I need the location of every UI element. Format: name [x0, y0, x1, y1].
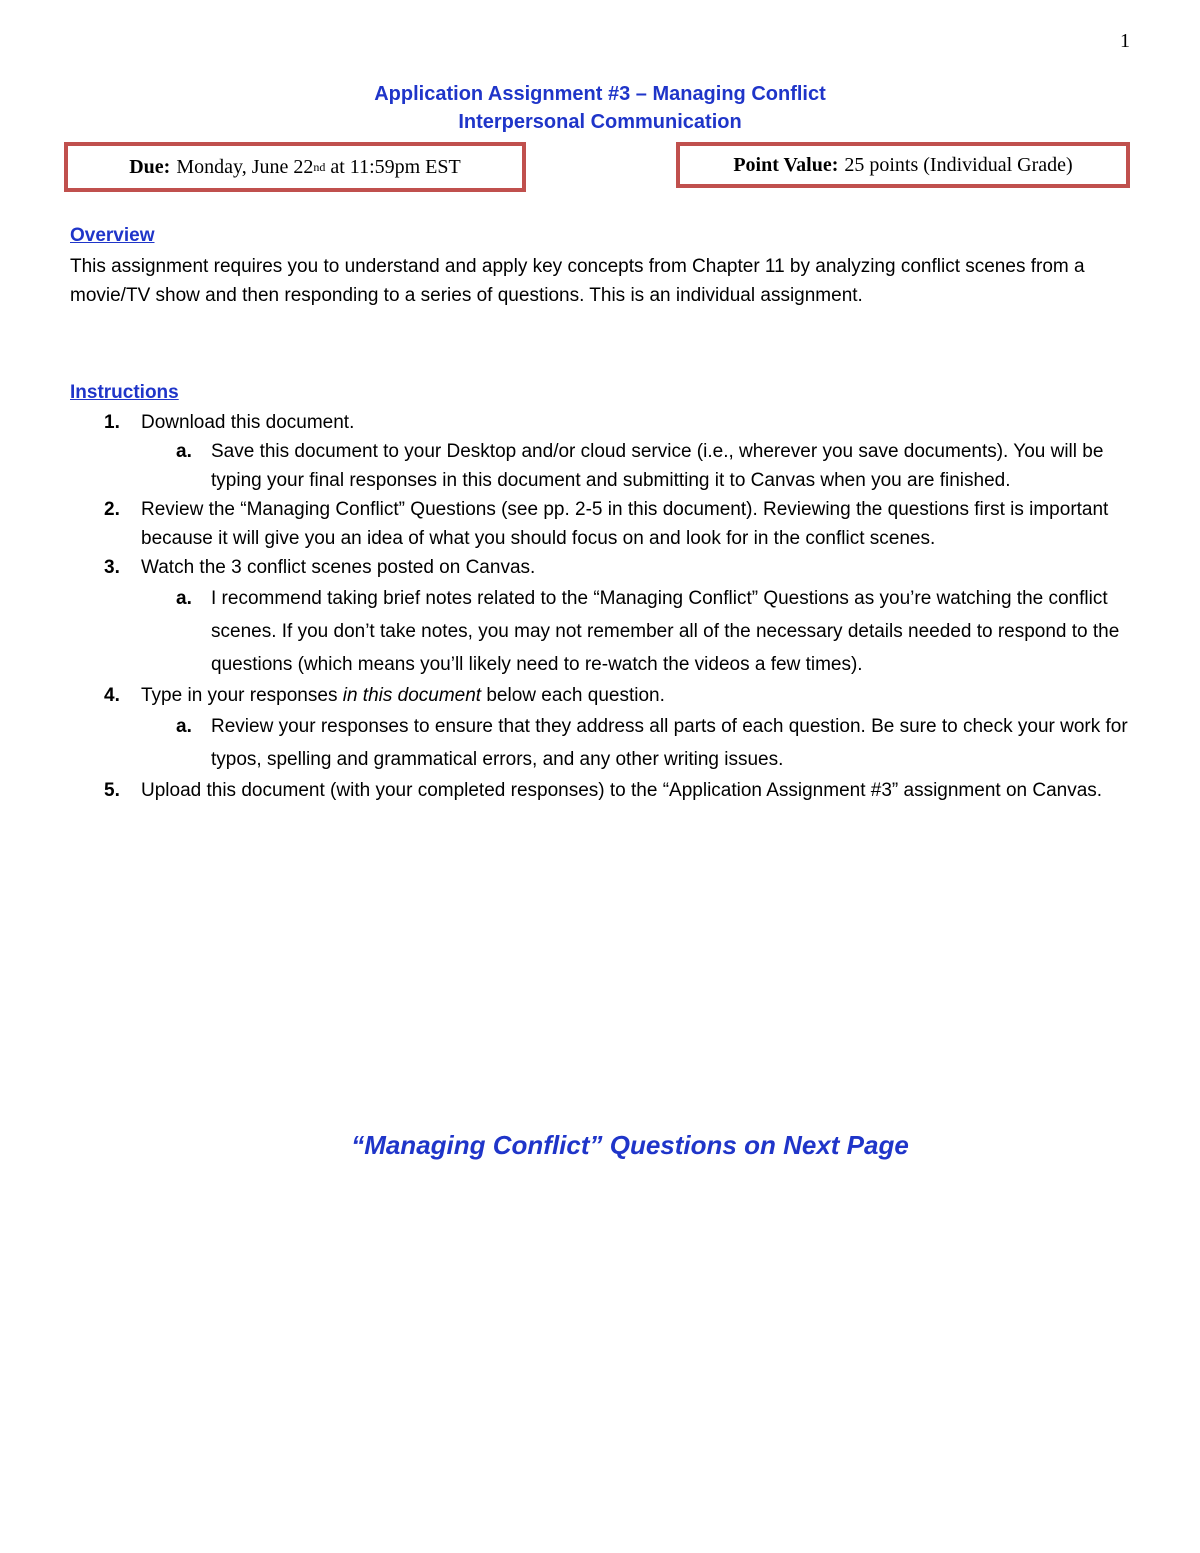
overview-body: This assignment requires you to understand and apply key concepts from Chapter 11 by analyzing conflict scenes from a movie/TV show and then responding to a series of questions. This is an individual assignment. [70, 256, 1085, 306]
sub-item [70, 710, 1140, 776]
sub-item-text: Save this document to your Desktop and/or cloud service (i.e., wherever you save documents). You will be typing your final responses in this document and submitting it to Canvas when you are finished. [211, 441, 1104, 491]
title-line-2: Interpersonal Communication [458, 111, 742, 133]
title-line-1: Application Assignment #3 – Managing Conflict [374, 83, 826, 105]
list-item [70, 408, 1140, 495]
list-item [70, 495, 1140, 553]
item-text [141, 681, 1140, 710]
item-number: 1. [104, 412, 120, 433]
sub-item-text: I recommend taking brief notes related to the “Managing Conflict” Questions as you’re watching the conflict scenes. If you don’t take notes, you may not remember all of the necessary details needed to respond to the questions (which means you’ll likely need to re-watch the videos a few times). [211, 588, 1120, 675]
item-number: 5. [104, 780, 120, 801]
points-label: Point Value: [733, 153, 839, 176]
sub-item-letter: a. [176, 588, 192, 609]
item-text-italic: in this document [342, 685, 482, 706]
sub-item-letter: a. [176, 716, 192, 737]
sub-item-text: Review your responses to ensure that they address all parts of each question. Be sure to check your work for typos, spelling and grammatical errors, and any other writing issues. [211, 716, 1128, 770]
sub-item [70, 437, 1140, 495]
points-text: 25 points (Individual Grade) [844, 153, 1073, 176]
item-text-after: below each question. [481, 685, 665, 706]
instructions-list [70, 408, 1140, 805]
document-title [0, 80, 1200, 136]
list-item [70, 776, 1140, 805]
page-number: 1 [1120, 30, 1130, 52]
item-text-before: Type in your responses [141, 685, 343, 706]
item-text: Watch the 3 conflict scenes posted on Canvas. [141, 557, 536, 578]
instructions-heading: Instructions [70, 382, 179, 403]
due-label: Due: [129, 155, 171, 178]
point-value-box [676, 142, 1130, 188]
sub-item-letter: a. [176, 441, 192, 462]
due-date-box: Due: Monday, June 22 nd at 11:59pm EST [64, 142, 526, 192]
item-text: Download this document. [141, 412, 355, 433]
next-page-note: “Managing Conflict” Questions on Next Page [351, 1130, 909, 1160]
item-number: 2. [104, 499, 120, 520]
item-text: Review the “Managing Conflict” Questions (see pp. 2-5 in this document). Reviewing the questions first is important because it will give you an idea of what you should focus on and look for in the conflict scenes. [141, 499, 1109, 549]
overview-heading: Overview [70, 225, 155, 246]
item-text: Upload this document (with your completed responses) to the “Application Assignment #3” assignment on Canvas. [141, 780, 1103, 801]
list-item [70, 681, 1140, 776]
list-item [70, 553, 1140, 681]
item-number: 4. [104, 685, 120, 706]
due-text-after: at 11:59pm EST [325, 155, 461, 178]
sub-item [70, 582, 1140, 681]
due-text-before: Monday, June 22 [176, 155, 314, 178]
item-number: 3. [104, 557, 120, 578]
